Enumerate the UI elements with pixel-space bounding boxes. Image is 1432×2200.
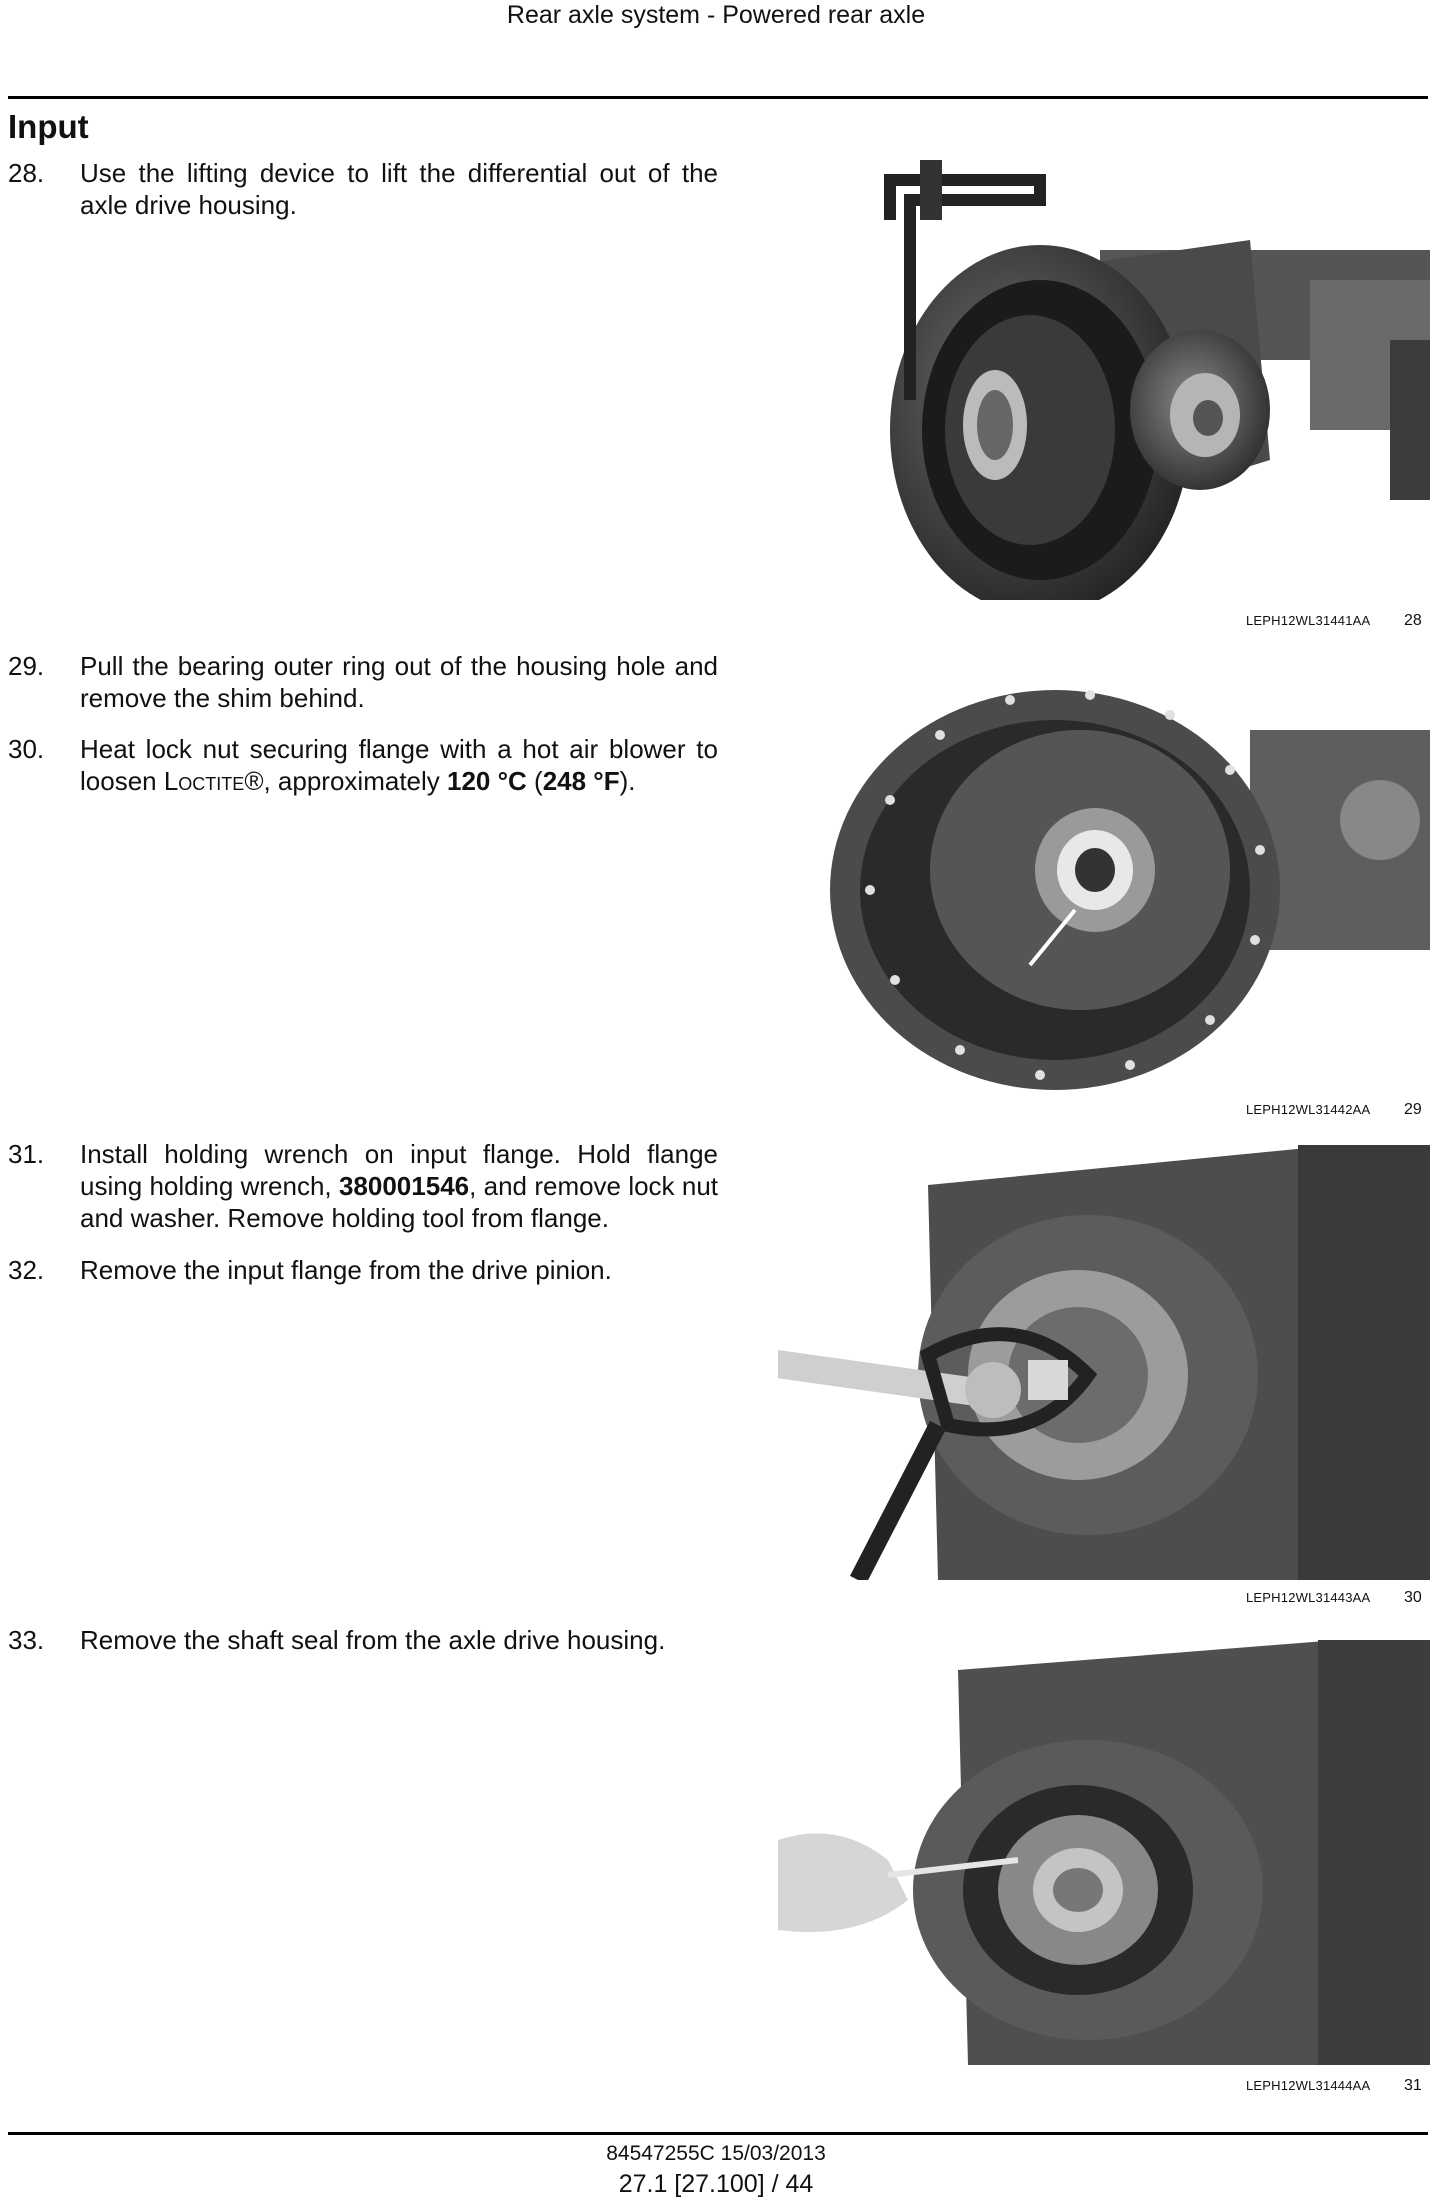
figure-29-code: LEPH12WL31442AA — [1246, 1102, 1371, 1117]
step-number: 28. — [8, 158, 45, 188]
temperature-fahrenheit: 248 °F — [542, 766, 620, 796]
step-number: 31. — [8, 1139, 45, 1169]
temperature-celsius: 120 °C — [447, 766, 527, 796]
footer-rule — [8, 2132, 1428, 2135]
step-number: 29. — [8, 651, 45, 681]
figure-29-photo — [830, 660, 1430, 1090]
figure-31-code: LEPH12WL31444AA — [1246, 2078, 1371, 2093]
step-text: Remove the input flange from the drive pinion. — [80, 1255, 612, 1285]
step-text: Install holding wrench on input flange. Hold flange using holding wrench, 380001546, and remove lock nut and washer. Remove holding tool from flange. — [80, 1139, 719, 1233]
footer-page-number: 27.1 [27.100] / 44 — [618, 2170, 814, 2198]
step-text: Use the lifting device to lift the differential out of the axle drive housing. — [80, 158, 718, 220]
figure-29-number: 29 — [1404, 1101, 1422, 1118]
page-header: Rear axle system - Powered rear axle — [506, 1, 926, 29]
step-text: Remove the shaft seal from the axle drive housing. — [80, 1625, 666, 1655]
step-number: 30. — [8, 734, 45, 764]
step-29 — [8, 650, 718, 714]
step-33 — [8, 1624, 718, 1656]
figure-28-number: 28 — [1404, 612, 1422, 629]
step-28 — [8, 157, 718, 221]
step-32 — [8, 1254, 718, 1286]
step-30 — [8, 733, 718, 797]
figure-28-code: LEPH12WL31441AA — [1246, 613, 1371, 628]
figure-30-photo — [778, 1145, 1430, 1580]
step-text: Pull the bearing outer ring out of the housing hole and remove the shim behind. — [80, 651, 718, 713]
step-number: 32. — [8, 1255, 45, 1285]
figure-30-number: 30 — [1404, 1589, 1422, 1606]
step-text: Heat lock nut securing flange with a hot air blower to loosen Loctite®, approximately 120 °C (248 °F). — [80, 734, 718, 796]
header-rule — [8, 96, 1428, 99]
figure-31-photo — [778, 1640, 1430, 2065]
figure-31-number: 31 — [1404, 2077, 1422, 2094]
figure-30-code: LEPH12WL31443AA — [1246, 1590, 1371, 1605]
footer-doc-id: 84547255C 15/03/2013 — [606, 2142, 826, 2165]
tool-part-number: 380001546 — [338, 1171, 470, 1201]
section-title: Input — [8, 108, 89, 145]
figure-28-photo — [830, 160, 1430, 600]
step-number: 33. — [8, 1625, 45, 1655]
loctite-brand: Loctite — [163, 766, 245, 796]
step-31 — [8, 1138, 718, 1234]
